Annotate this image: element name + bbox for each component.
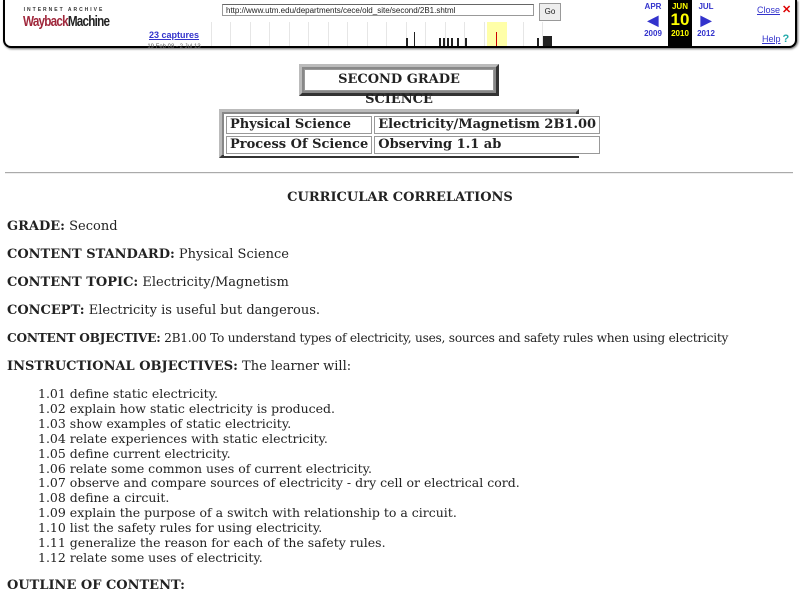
list-item: 1.10 list the safety rules for using electricity. <box>38 520 323 536</box>
year-tick <box>308 22 309 46</box>
page-title-box <box>299 64 499 107</box>
year-tick <box>367 22 368 46</box>
year-tick <box>523 22 524 46</box>
captures-link[interactable]: 23 captures <box>148 30 200 40</box>
current-month: JUN <box>671 2 688 11</box>
year-tick <box>211 22 212 46</box>
info-label: Physical Science <box>226 116 372 134</box>
internet-archive-label: INTERNET ARCHIVE <box>23 7 105 13</box>
help-button[interactable] <box>762 33 789 45</box>
capture-bar <box>457 38 459 46</box>
capture-bar <box>543 36 552 46</box>
field-value: Electricity is useful but dangerous. <box>88 303 320 318</box>
list-item: 1.08 define a circuit. <box>38 490 170 506</box>
wordmark-machine: Machine <box>67 13 110 30</box>
year-tick <box>230 22 231 46</box>
field-content-topic <box>7 275 289 290</box>
capture-bar <box>451 38 453 46</box>
wayback-logo[interactable] <box>23 7 110 41</box>
year-tick <box>445 22 446 46</box>
info-label: Process Of Science <box>226 136 372 154</box>
year-tick <box>269 22 270 46</box>
year-tick <box>484 22 485 46</box>
table-row <box>226 136 600 154</box>
close-button[interactable] <box>757 3 791 16</box>
capture-bar <box>447 38 449 46</box>
list-item: 1.07 observe and compare sources of electricity - dry cell or electrical cord. <box>38 475 520 491</box>
capture-bar <box>443 38 445 46</box>
page-title: SECOND GRADE SCIENCE <box>304 69 494 91</box>
capture-bar <box>439 38 441 46</box>
help-icon[interactable]: ? <box>782 33 790 45</box>
field-value: Second <box>69 219 118 234</box>
next-capture-column[interactable] <box>694 0 718 38</box>
prev-capture-column[interactable] <box>641 0 665 38</box>
current-capture-highlight <box>487 22 507 46</box>
field-instructional-objectives <box>7 359 351 374</box>
divider <box>5 172 793 174</box>
field-label: CONCEPT: <box>7 303 85 318</box>
field-label: CONTENT TOPIC: <box>7 275 139 290</box>
go-button[interactable]: Go <box>539 3 561 21</box>
year-tick <box>328 22 329 46</box>
list-item: 1.04 relate experiences with static electricity. <box>38 430 328 446</box>
field-grade <box>7 219 118 234</box>
field-value: The learner will: <box>242 359 352 374</box>
prev-month[interactable]: APR <box>644 2 662 11</box>
list-item: 1.03 show examples of static electricity. <box>38 415 292 431</box>
field-value: Physical Science <box>178 247 289 262</box>
capture-sparkline[interactable] <box>211 22 563 46</box>
current-capture-marker <box>496 32 497 46</box>
capture-bar <box>414 32 415 46</box>
field-label: CONTENT OBJECTIVE: <box>7 331 161 345</box>
year-tick <box>347 22 348 46</box>
objectives-list <box>38 387 520 566</box>
next-arrow-icon[interactable]: ▶ <box>700 12 712 28</box>
section-title: CURRICULAR CORRELATIONS <box>287 190 513 205</box>
list-item: 1.05 define current electricity. <box>38 445 231 461</box>
table-row <box>226 116 600 134</box>
field-label: OUTLINE OF CONTENT: <box>7 578 185 593</box>
field-label: INSTRUCTIONAL OBJECTIVES: <box>7 359 238 374</box>
next-year[interactable]: 2012 <box>697 29 715 38</box>
close-icon[interactable]: ✕ <box>782 4 792 16</box>
field-content-objective <box>7 331 728 345</box>
capture-bar <box>465 38 467 46</box>
prev-arrow-icon[interactable]: ◀ <box>647 12 659 28</box>
captures-info <box>145 25 203 50</box>
capture-bar <box>406 38 408 46</box>
info-table <box>219 109 597 158</box>
info-value: Electricity/Magnetism 2B1.00 <box>374 116 600 134</box>
help-link[interactable]: Help <box>762 34 781 44</box>
prev-year[interactable]: 2009 <box>644 29 662 38</box>
list-item: 1.09 explain the purpose of a switch with relationship to a circuit. <box>38 505 457 521</box>
list-item: 1.11 generalize the reason for each of the safety rules. <box>38 535 386 551</box>
calendar-nav <box>641 0 721 46</box>
close-link[interactable]: Close <box>757 5 781 15</box>
list-item: 1.06 relate some common uses of current electricity. <box>38 460 372 476</box>
current-year: 2010 <box>671 29 689 38</box>
field-concept <box>7 303 320 318</box>
field-label: GRADE: <box>7 219 65 234</box>
year-tick <box>289 22 290 46</box>
wordmark-way: Wayback <box>23 13 68 30</box>
year-tick <box>250 22 251 46</box>
field-value: 2B1.00 To understand types of electricity, uses, sources and safety rules when using electricity <box>164 331 729 345</box>
capture-bar <box>537 38 539 46</box>
url-input[interactable]: http://www.utm.edu/departments/cece/old_site/second/2B1.shtml <box>222 4 534 16</box>
current-day: 10 <box>670 10 690 29</box>
field-content-standard <box>7 247 289 262</box>
info-value: Observing 1.1 ab <box>374 136 600 154</box>
outline-heading <box>7 578 185 593</box>
list-item: 1.12 relate some uses of electricity. <box>38 549 263 565</box>
field-value: Electricity/Magnetism <box>142 275 289 290</box>
current-capture-column <box>668 0 692 46</box>
list-item: 1.01 define static electricity. <box>38 386 219 401</box>
field-label: CONTENT STANDARD: <box>7 247 175 262</box>
captures-range: 19 Feb 08 - 2 Jul 13 <box>147 44 201 50</box>
list-item: 1.02 explain how static electricity is produced. <box>38 400 336 416</box>
next-month[interactable]: JUL <box>698 2 714 11</box>
year-tick <box>386 22 387 46</box>
wayback-toolbar <box>3 0 797 48</box>
year-tick <box>425 22 426 46</box>
wayback-machine-wordmark <box>23 13 110 31</box>
